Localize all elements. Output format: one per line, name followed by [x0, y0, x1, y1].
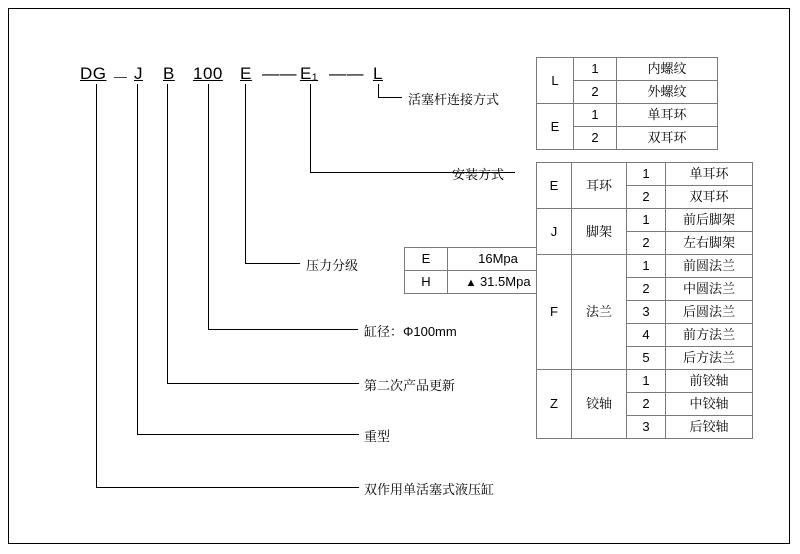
mount-code: 3	[627, 301, 666, 324]
rod-group-e: E	[537, 104, 574, 150]
mount-group-label-z: 铰轴	[572, 370, 627, 439]
mount-code: 2	[627, 278, 666, 301]
mount-group-label-e: 耳环	[572, 163, 627, 209]
mount-group-label-j: 脚架	[572, 209, 627, 255]
mount-code: 5	[627, 347, 666, 370]
leader-v-heavy	[137, 84, 138, 435]
mount-desc: 双耳环	[666, 186, 753, 209]
mount-desc: 前铰轴	[666, 370, 753, 393]
mount-code: 2	[627, 186, 666, 209]
code-dash-2: ——	[262, 64, 297, 83]
mounting-type-table	[536, 162, 753, 439]
table-row	[537, 163, 753, 186]
rod-desc: 单耳环	[617, 104, 718, 127]
leader-v-cylinder	[96, 84, 97, 488]
leader-h-cylinder	[96, 487, 359, 488]
mount-group-f: F	[537, 255, 572, 370]
table-row	[537, 104, 718, 127]
rod-code: 1	[574, 58, 617, 81]
pressure-class-table	[404, 247, 549, 294]
leader-v-update	[167, 84, 168, 384]
mount-desc: 前圆法兰	[666, 255, 753, 278]
table-row	[537, 58, 718, 81]
mount-desc: 前方法兰	[666, 324, 753, 347]
table-row	[405, 248, 549, 271]
mount-desc: 前后脚架	[666, 209, 753, 232]
mount-desc: 后铰轴	[666, 416, 753, 439]
leader-v-pressure	[245, 84, 246, 264]
rod-code: 1	[574, 104, 617, 127]
mount-code: 1	[627, 370, 666, 393]
table-row	[537, 255, 753, 278]
rod-desc: 双耳环	[617, 127, 718, 150]
leader-h-pressure	[245, 263, 300, 264]
rod-code: 2	[574, 81, 617, 104]
callout-piston-rod-connection: 活塞杆连接方式	[408, 92, 500, 107]
code-segment-100: 100	[193, 64, 223, 83]
mount-code: 2	[627, 393, 666, 416]
mount-desc: 后圆法兰	[666, 301, 753, 324]
triangle-marker: ▲	[465, 276, 477, 289]
leader-h-update	[167, 383, 359, 384]
piston-rod-connection-table	[536, 57, 718, 150]
mount-group-z: Z	[537, 370, 572, 439]
code-segment-b: B	[163, 64, 175, 83]
mount-code: 4	[627, 324, 666, 347]
leader-v-rod-connection	[378, 84, 379, 98]
mount-desc: 单耳环	[666, 163, 753, 186]
callout-mounting-type: 安装方式	[452, 167, 505, 182]
mount-code: 1	[627, 255, 666, 278]
code-segment-e: E	[240, 64, 252, 83]
callout-pressure-class: 压力分级	[306, 258, 359, 273]
table-row	[537, 370, 753, 393]
pressure-code: H	[405, 271, 448, 294]
code-segment-j: J	[134, 64, 143, 83]
callout-double-acting-single-rod: 双作用单活塞式液压缸	[364, 482, 495, 497]
pressure-value-cell	[448, 271, 549, 294]
table-row	[405, 271, 549, 294]
mount-desc: 后方法兰	[666, 347, 753, 370]
mount-desc: 左右脚架	[666, 232, 753, 255]
code-segment-l: L	[373, 64, 383, 83]
leader-v-bore	[208, 84, 209, 330]
mount-code: 2	[627, 232, 666, 255]
pressure-value: 16Mpa	[448, 248, 549, 271]
leader-v-mounting	[310, 84, 311, 173]
code-segment-dg: DG	[80, 64, 107, 83]
leader-h-heavy	[137, 434, 359, 435]
rod-group-l: L	[537, 58, 574, 104]
mount-group-j: J	[537, 209, 572, 255]
callout-heavy-duty: 重型	[364, 429, 391, 444]
mount-code: 1	[627, 163, 666, 186]
pressure-code: E	[405, 248, 448, 271]
callout-second-product-update: 第二次产品更新	[364, 378, 456, 393]
pressure-value: 31.5Mpa	[479, 273, 531, 289]
mount-code: 3	[627, 416, 666, 439]
code-segment-e1: E₁	[300, 64, 319, 83]
callout-bore-diameter: 缸径：Φ100mm	[364, 324, 457, 339]
mount-group-label-f: 法兰	[572, 255, 627, 370]
rod-code: 2	[574, 127, 617, 150]
leader-h-bore	[208, 329, 358, 330]
mount-group-e: E	[537, 163, 572, 209]
code-dash-3: ——	[329, 64, 364, 83]
rod-desc: 外螺纹	[617, 81, 718, 104]
leader-h-rod-connection	[378, 97, 402, 98]
code-dash-1: －	[112, 69, 130, 88]
rod-desc: 内螺纹	[617, 58, 718, 81]
table-row	[537, 209, 753, 232]
mount-desc: 中圆法兰	[666, 278, 753, 301]
mount-desc: 中铰轴	[666, 393, 753, 416]
mount-code: 1	[627, 209, 666, 232]
